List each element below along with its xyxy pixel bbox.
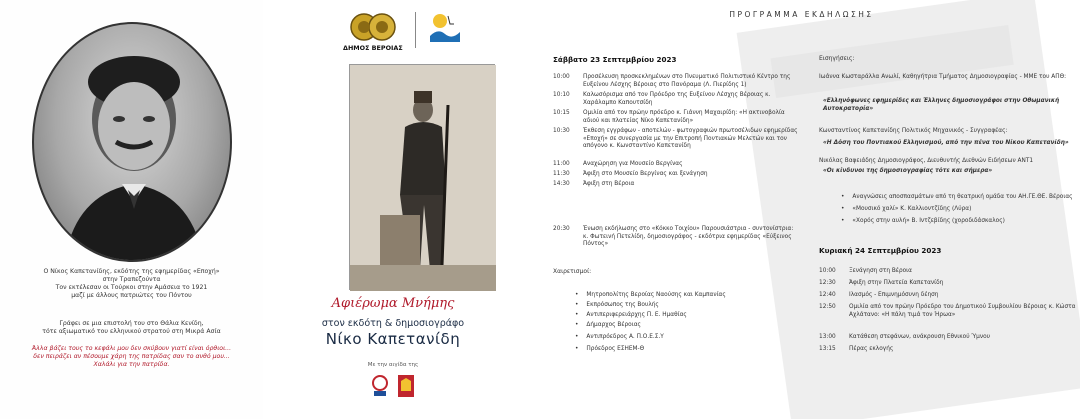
schedule-time: 10:00: [553, 74, 570, 80]
greeting-item: • Αντιπρόεδρος Α. Π.Ο.Ε.Σ.Υ: [575, 334, 664, 342]
sponsor-logo-2-icon: [398, 375, 414, 397]
greeting-item: • Δήμαρχος Βέροιας: [575, 322, 641, 330]
logo-row: [343, 12, 462, 52]
greeting-item: • Αντιπεριφερειάρχης Π. Ε. Ημαθίας: [575, 312, 687, 320]
portrait-photo: [32, 22, 232, 262]
schedule-time: 13:00: [819, 334, 836, 340]
music-item: • «Μουσικό χαλί» Κ. Καλλιοντζίδης (Λύρα): [841, 206, 971, 214]
schedule-item: [553, 181, 798, 189]
municipality-label: ΔΗΜΟΣ ΒΕΡΟΙΑΣ: [343, 44, 403, 52]
middle-panel: [263, 0, 523, 419]
greeting-item: • Πρόεδρος ΕΣΗΕΜ-Θ: [575, 346, 644, 354]
schedule-text: Έκθεση εγγράφων - αποτελών - φωτογραφιών πρωτοσέλιδων εφημερίδας «Εποχή» σε συνεργασία με την Επιτροπή Ποντιακών Μελετών και τον απόγονο κ. Κωνσταντίνο Καπετανίδη: [583, 128, 798, 150]
schedule-item: [553, 128, 798, 151]
subtitle: στον εκδότη & δημοσιογράφο: [321, 318, 465, 329]
schedule-text: Προσέλευση προσκεκλημένων στο Πνευματικό Πολιτιστικό Κέντρο της Ευξείνου Λέσχης Βέροιας στο Πανόραμα (Λ. Πιερίδης 1): [583, 74, 791, 88]
schedule-item: [553, 161, 798, 169]
schedule-text: Καλωσόρισμα από τον Πρόεδρο της Ευξείνου Λέσχης Βέροιας κ. Χαράλαμπο Καπουτσίδη: [583, 92, 771, 106]
speaker-topic: «Ελληνόφωνες εφημερίδες και Έλληνες δημοσιογράφοι στην Οθωμανική Αυτοκρατορία»: [823, 98, 1060, 112]
schedule-item: [819, 334, 1079, 342]
music-item: • «Χορός στην αυλή» Β. Ιντζεβίδης (χοροδιδάσκαλος): [841, 218, 1005, 226]
logo-divider: [415, 12, 416, 48]
schedule-time: 12:30: [819, 280, 836, 286]
schedule-text: Άφιξη στην Πλατεία Καπετανίδη: [849, 280, 944, 286]
memory-title: Αφιέρωμα Μνήμης: [331, 296, 455, 311]
schedule-item: [553, 171, 798, 179]
red-quote-line: Χαλάλι για την πατρίδα.: [93, 361, 170, 368]
schedule-item: [819, 268, 1079, 276]
day2-heading: Κυριακή 24 Σεπτεμβρίου 2023: [819, 246, 942, 255]
speaker-name: Ιωάννα Κωσταράλλα Ανωλί, Καθηγήτρια Τμήματος Δημοσιογραφίας - ΜΜΕ του ΑΠΘ:: [819, 74, 1067, 80]
speaker-topic: «Η Δόση του Ποντιακού Ελληνισμού, από την πένα του Νίκου Καπετανίδη»: [823, 140, 1069, 146]
speakers-label: Εισηγήσεις:: [819, 55, 855, 62]
right-panel: [523, 0, 1080, 419]
schedule-item: [553, 226, 798, 249]
speaker-name: Νικόλας Βαφειάδης Δημοσιογράφος, Διευθυντής Διεθνών Ειδήσεων ΑΝΤ1: [819, 158, 1034, 164]
schedule-time: 12:50: [819, 304, 836, 310]
red-quote-line: Άλλα βάζει τους το κεφάλι μου δεν σκύβουν γιατί είναι όρθιοι...: [31, 345, 232, 352]
speaker-topic: «Οι κίνδυνοι της δημοσιογραφίας τότε και σήμερα»: [823, 168, 993, 174]
caption-line: Ο Νίκος Καπετανίδης, εκδότης της εφημερίδας «Εποχή»: [43, 268, 220, 275]
greeting-item: • Εκπρόσωπος της Βουλής: [575, 302, 659, 310]
program-title: ΠΡΟΓΡΑΜΜΑ ΕΚΔΗΛΩΣΗΣ: [729, 10, 874, 19]
schedule-text: Ιλασμός - Επιμνημόσυνη δέηση: [849, 292, 939, 298]
caption-line: στην Τραπεζούντα: [102, 276, 161, 283]
municipality-logo: [343, 12, 403, 52]
schedule-item: [819, 280, 1079, 288]
club-logo: [428, 12, 462, 44]
schedule-text: Ένωση εκδήλωσης στο «Κόκκο Τοιχίου» Παρουσιάστρια - συντονίστρια: κ. Φωτεινή Πετελίδη, δημοσιογράφος - εκδότρια εφημερίδας «Εύξεινος Πόντος»: [583, 226, 794, 248]
schedule-text: Πέρας εκλογής: [849, 346, 894, 352]
schedule-text: Κατάθεση στεφάνων, ανάκρουση Εθνικού Ύμνου: [849, 334, 991, 340]
music-item: • Αναγνώσεις αποσπασμάτων από τη θεατρική ομάδα του ΑΗ.ΓΕ.ΘΕ. Βέροιας: [841, 194, 1073, 202]
schedule-item: [819, 346, 1079, 354]
speaker-name: Κωνσταντίνος Καπετανίδης Πολιτικός Μηχανικός - Συγγραφέας:: [819, 128, 1008, 134]
schedule-time: 14:30: [553, 181, 570, 187]
schedule-text: Άφιξη στο Μουσείο Βεργίνας και ξενάγηση: [583, 171, 708, 177]
day1-heading: Σάββατο 23 Σεπτεμβρίου 2023: [553, 55, 677, 64]
honoree-name: Νίκο Καπετανίδη: [325, 330, 461, 348]
schedule-item: [819, 304, 1079, 319]
schedule-time: 10:00: [819, 268, 836, 274]
left-panel: [0, 0, 263, 419]
schedule-time: 11:30: [553, 171, 570, 177]
caption-line: μαζί με άλλους πατριώτες του Πόντου: [71, 292, 192, 299]
portrait-figure-icon: [34, 24, 232, 262]
greeting-item: • Μητροπολίτης Βεροίας Ναούσης και Καμπανίας: [575, 292, 726, 300]
schedule-text: Άφιξη στη Βέροια: [583, 181, 635, 187]
schedule-item: [553, 92, 798, 107]
sponsor-label: Με την αιγίδα της: [367, 362, 419, 368]
schedule-text: Αναχώρηση για Μουσείο Βεργίνας: [583, 161, 683, 167]
standing-figure-icon: [350, 65, 496, 291]
schedule-time: 10:30: [553, 128, 570, 134]
sponsor-logos: [263, 375, 523, 397]
schedule-item: [553, 74, 798, 89]
schedule-item: [553, 110, 798, 125]
caption-line: Τον εκτέλεσαν οι Τούρκοι στην Αμάσεια το 1921: [55, 284, 208, 291]
schedule-time: 10:10: [553, 92, 570, 98]
schedule-time: 20:30: [553, 226, 570, 232]
schedule-time: 13:15: [819, 346, 836, 352]
schedule-text: Ομιλία από τον πρώην Πρόεδρο του Δημοτικού Συμβουλίου Βέροιας κ. Κώστα Αχλάτανο: «Η πάλη τιμά τον Ήρωα»: [849, 304, 1076, 318]
standing-portrait-photo: [349, 64, 495, 290]
schedule-time: 11:00: [553, 161, 570, 167]
schedule-time: 12:40: [819, 292, 836, 298]
schedule-item: [819, 292, 1079, 300]
schedule-text: Ομιλία από τον πρώην πρόεδρο κ. Γιάννη Μαχαιρίδη: «Η ακτινοβολία αδιού και πλατείας Νίκο Καπετανίδη»: [583, 110, 785, 124]
greetings-label: Χαιρετισμοί:: [553, 268, 592, 275]
schedule-time: 10:15: [553, 110, 570, 116]
club-logo-icon: [428, 12, 462, 42]
coin-logo-icon: [350, 12, 396, 42]
red-quote-line: δεν πειράζει αν πέσουμε χάρη της πατρίδας σαν το ανθό μου...: [33, 353, 230, 360]
schedule-text: Ξενάγηση στη Βέροια: [849, 268, 912, 274]
quote-line: τότε αξιωματικό του ελληνικού στρατού στη Μικρά Ασία: [42, 328, 221, 335]
sponsor-logo-1-icon: [372, 375, 388, 397]
quote-line: Γράφει σε μια επιστολή του στο Θάλια Κενίδη,: [59, 320, 204, 327]
